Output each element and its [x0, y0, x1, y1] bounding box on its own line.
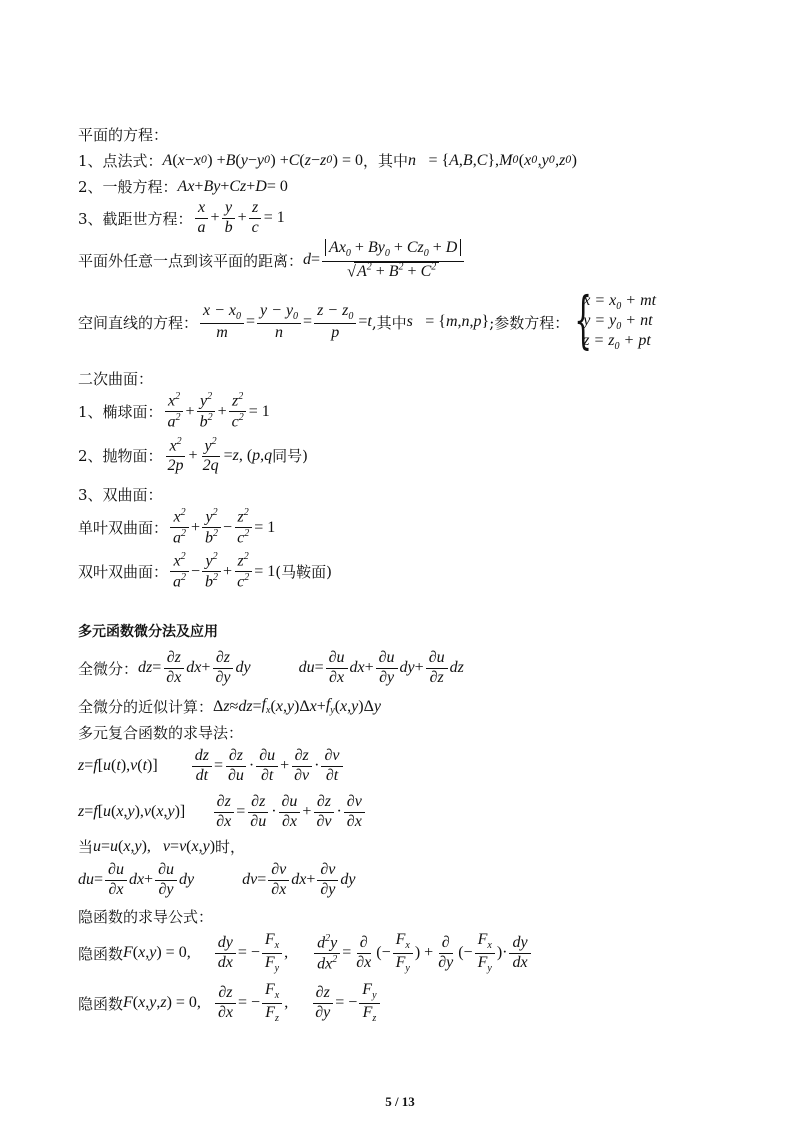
total-differential-line: 全微分： dz = $\frac{\partial z}{\partial x}$ dx + $\frac{\partial z}{\partial y}$ dy du = $\frac{\partial u}{\partial x}$ dx + $\frac{\partial u}{\partial y}$ dy + $\frac{\partial u}{\partial z}$ dz	[78, 649, 464, 686]
implicit-3var-line: 隐函数 F ( x , y , z ) = 0, $\frac{\partial z}{\partial x}$ = − $\frac{F_x}{F_z}$ , $\frac{\partial z}{\partial y}$ = − $\frac{F_y}{F_z}$	[78, 982, 382, 1024]
two-sheet-hyperboloid-line: 双叶双曲面： $x^2$ $a^2$ − $\frac{y^2}{b^2}$ + $\frac{z^2}{c^2}$ = 1 (马鞍面)	[78, 551, 332, 591]
plane-heading: 平面的方程：	[78, 126, 169, 144]
section-title: 多元函数微分法及应用	[78, 624, 218, 640]
distance-formula-line: 平面外任意一点到该平面的距离： d = $\frac{Ax_0 + By_0 + Cz_0 + D}{√A^2 + B^2 + C^2}$	[78, 240, 466, 281]
paraboloid-line: 2、抛物面： $x^2$ 2p + $\frac{y^2}{2q}$ = z , ( p , q 同号)	[78, 436, 309, 475]
du-dv-line: du = $\frac{\partial u}{\partial x}$ dx + $\frac{\partial u}{\partial y}$ dy dv = $\frac{\partial v}{\partial x}$ dx + $\frac{\partial v}{\partial y}$ dy	[78, 861, 356, 898]
implicit-2var-line: 隐函数 F ( x , y ) = 0, $\frac{dy}{dx}$ = − $\frac{F_x}{F_y}$ , $\frac{d^2y}{dx^2}$ = ∂ ∂x (− $\frac{F_x}{F_y}$ ) + ∂ ∂y (− $\frac{F_x}{F_y}$ )· dy dx	[78, 932, 533, 974]
intercept-equation-line: 3、截距世方程： x a + $\frac{y}{b}$ + $\frac{z}{c}$ = 1	[78, 199, 285, 236]
ellipsoid-line: 1、椭球面： $x^2$ $a^2$ + $\frac{y^2}{b^2}$ + $\frac{z^2}{c^2}$ = 1	[78, 391, 270, 431]
hyperboloid-heading: 3、双曲面：	[78, 486, 163, 504]
general-equation-line: 2、一般方程： Ax + By + Cz + D = 0	[78, 177, 288, 196]
quadric-heading: 二次曲面：	[78, 370, 154, 388]
when-condition-line: 当 u = u ( x , y ), v = v ( x , y ) 时，	[78, 837, 246, 856]
point-normal-line: 1、点法式： A ( x − x 0 ) + B ( y − y 0 ) + C ( z − z 0 ) = 0 ，其中 n⃗ = { A , B , C }, M 0 ( x 0 , y 0 , z 0 )	[78, 151, 577, 170]
approx-line: 全微分的近似计算： Δ z ≈ dz = $f_x$ ( x , y )Δ x + $f_y$ ( x , y )Δ y	[78, 696, 381, 717]
one-sheet-hyperboloid-line: 单叶双曲面： $x^2$ $a^2$ + $\frac{y^2}{b^2}$ − $\frac{z^2}{c^2}$ = 1	[78, 507, 276, 547]
chain-rule-2: z = f [ u ( x , y ), v ( x , y )] $\frac{\partial z}{\partial x}$ = $\frac{\partial z}{\partial u}$ · ∂u ∂x + $\frac{\partial z}{\partial v}$ · ∂v ∂x	[78, 794, 367, 831]
implicit-heading: 隐函数的求导公式：	[78, 908, 214, 926]
page-number: 5 / 13	[385, 1094, 415, 1109]
chain-rule-heading: 多元复合函数的求导法：	[78, 724, 244, 742]
line-equation-line: 空间直线的方程： $\frac{x - x_0}{m}$ = $\frac{y - y_0}{n}$ = $\frac{z - z_0}{p}$ = t ,其中 s⃗ = { m , n , p } ;参数方程： { $x = x_0$ + mt $y = y_0$ + nt $z = z_0$ + pt	[78, 283, 657, 356]
chain-rule-1: z = f [ u ( t ), v ( t )] $\frac{dz}{dt}$ = $\frac{\partial z}{\partial u}$ · ∂u ∂t + $\frac{\partial z}{\partial v}$ · ∂v ∂t	[78, 748, 345, 785]
